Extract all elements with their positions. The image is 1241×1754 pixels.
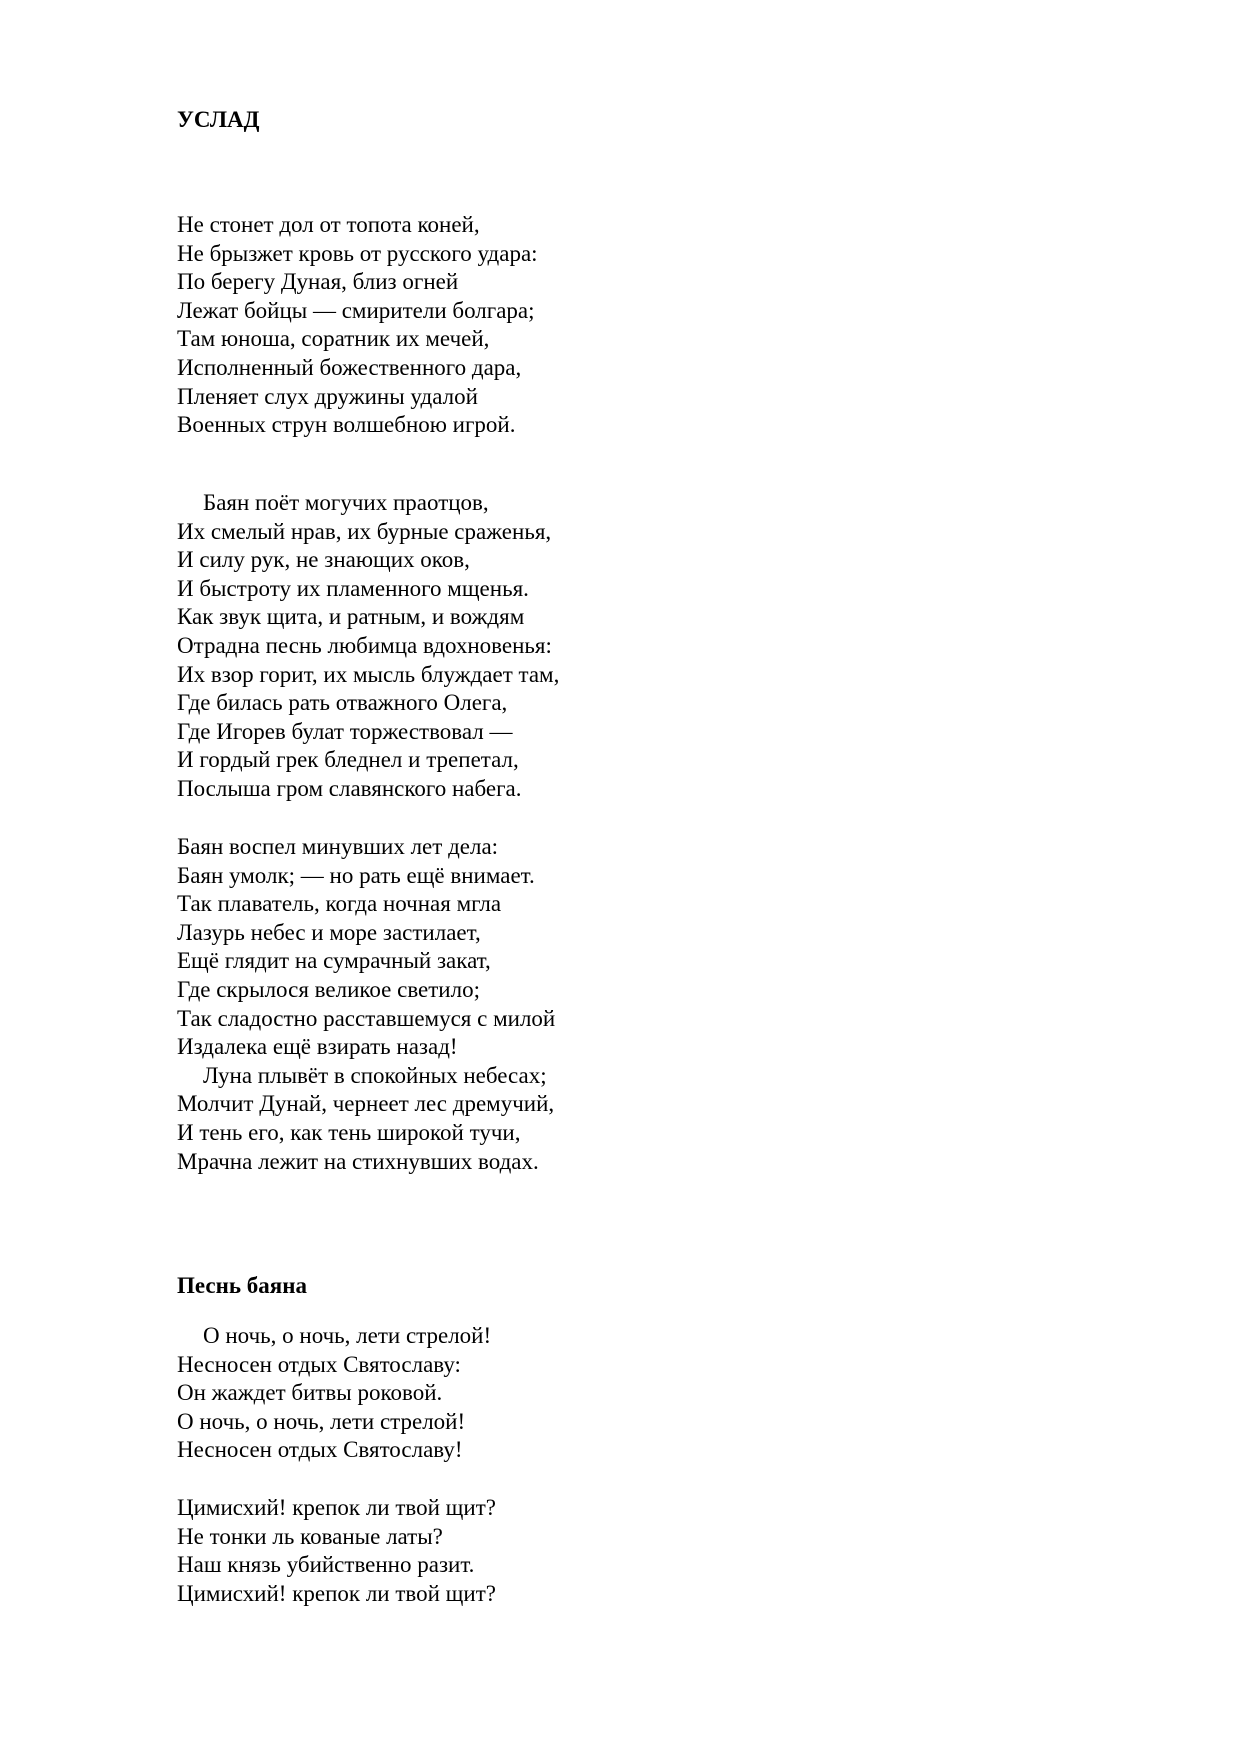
verse-line: И тень его, как тень широкой тучи, bbox=[177, 1119, 521, 1145]
verse-line: Там юноша, соратник их мечей, bbox=[177, 326, 490, 352]
verse-line: Не брызжет кровь от русского удара: bbox=[177, 240, 538, 266]
verse-line: Военных струн волшебною игрой. bbox=[177, 412, 516, 438]
verse-line: Лазурь небес и море застилает, bbox=[177, 919, 481, 945]
verse-line: И быстроту их пламенного мщенья. bbox=[177, 575, 529, 601]
verse-line: Несносен отдых Святославу: bbox=[177, 1351, 461, 1377]
verse-line: Ещё глядит на сумрачный закат, bbox=[177, 948, 491, 974]
song-title: Песнь баяна bbox=[177, 1273, 307, 1298]
verse-line: Цимисхий! крепок ли твой щит? bbox=[177, 1495, 496, 1520]
poem-stanza-2 bbox=[177, 489, 559, 804]
verse-line: И гордый грек бледнел и трепетал, bbox=[177, 747, 519, 773]
verse-line: Баян поёт могучих праотцов, bbox=[203, 490, 489, 515]
verse-line: Так плаватель, когда ночная мгла bbox=[177, 891, 502, 917]
poem-stanza-1 bbox=[177, 211, 538, 440]
verse-line: Издалека ещё взирать назад! bbox=[177, 1034, 458, 1060]
verse-line: Не тонки ль кованые латы? bbox=[177, 1523, 443, 1549]
verse-line: Баян воспел минувших лет дела: bbox=[177, 834, 499, 859]
verse-line: Луна плывёт в спокойных небесах; bbox=[203, 1062, 547, 1088]
verse-line: Пленяет слух дружины удалой bbox=[177, 383, 478, 409]
verse-line: Где Игорев булат торжествовал — bbox=[177, 718, 513, 744]
verse-line: Отрадна песнь любимца вдохновенья: bbox=[177, 632, 552, 658]
verse-line: Несносен отдых Святославу! bbox=[177, 1437, 463, 1463]
poem-title: УСЛАД bbox=[177, 107, 260, 132]
verse-line: Молчит Дунай, чернеет лес дремучий, bbox=[177, 1091, 555, 1117]
verse-line: Их взор горит, их мысль блуждает там, bbox=[177, 661, 560, 687]
verse-line: Лежат бойцы — смирители болгара; bbox=[177, 297, 535, 323]
poem-stanza-3 bbox=[177, 833, 555, 1176]
verse-line: Баян умолк; — но рать ещё внимает. bbox=[177, 862, 535, 888]
verse-line: По берегу Дуная, близ огней bbox=[177, 269, 459, 295]
verse-line: Послыша гром славянского набега. bbox=[177, 775, 522, 801]
verse-line: Не стонет дол от топота коней, bbox=[177, 212, 480, 237]
song-stanza-2 bbox=[177, 1494, 496, 1608]
verse-line: Наш князь убийственно разит. bbox=[177, 1552, 475, 1578]
verse-line: О ночь, о ночь, лети стрелой! bbox=[177, 1408, 466, 1434]
verse-line: Исполненный божественного дара, bbox=[177, 354, 522, 380]
verse-line: Цимисхий! крепок ли твой щит? bbox=[177, 1580, 496, 1606]
verse-line: Он жаждет битвы роковой. bbox=[177, 1380, 443, 1406]
verse-line: Где билась рать отважного Олега, bbox=[177, 690, 508, 716]
verse-line: И силу рук, не знающих оков, bbox=[177, 547, 470, 573]
verse-line: Так сладостно расставшемуся с милой bbox=[177, 1005, 556, 1031]
verse-line: Где скрылося великое светило; bbox=[177, 976, 480, 1002]
verse-line: Как звук щита, и ратным, и вождям bbox=[177, 604, 525, 630]
verse-line: О ночь, о ночь, лети стрелой! bbox=[203, 1323, 492, 1348]
verse-line: Мрачна лежит на стихнувших водах. bbox=[177, 1148, 539, 1174]
song-stanza-1 bbox=[177, 1322, 491, 1465]
verse-line: Их смелый нрав, их бурные сраженья, bbox=[177, 518, 552, 544]
